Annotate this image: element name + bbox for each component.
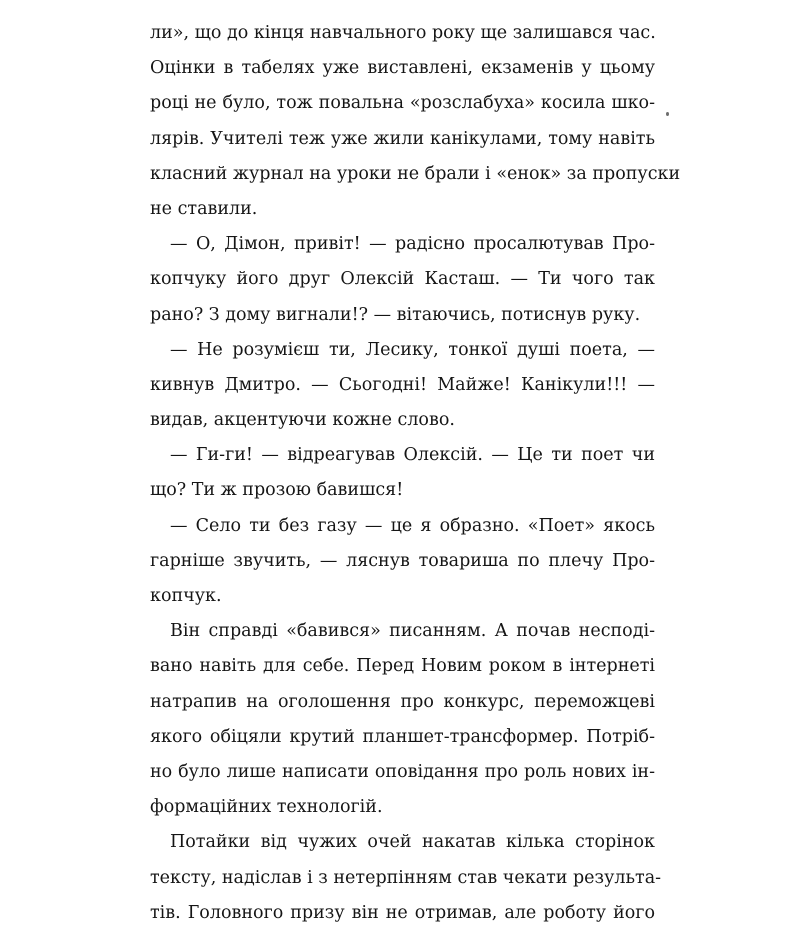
text-line: гарніше звучить, — ляснув товариша по плечу Про-	[150, 550, 655, 571]
text-line: році не було, тож повальна «розслабуха» косила шко-	[150, 93, 655, 114]
text-line: копчук.	[150, 586, 222, 606]
text-line: копчуку його друг Олексій Касташ. — Ти чого так	[150, 269, 655, 290]
text-line: Оцінки в табелях уже виставлені, екзаменів у цьому	[150, 58, 655, 79]
page-text	[150, 16, 681, 931]
text-line: Потайки від чужих очей накатав кілька сторінок	[170, 832, 655, 853]
text-line: тексту, надіслав і з нетерпінням став чекати результа-	[150, 867, 662, 888]
text-line: якого обіцяли крутий планшет-трансформер. Потріб-	[150, 726, 655, 747]
text-line: — Село ти без газу — це я образно. «Поет» якось	[170, 515, 655, 536]
text-line: кивнув Дмитро. — Сьогодні! Майже! Канікули!!! —	[150, 374, 655, 395]
text-line: лярів. Учителі теж уже жили канікулами, тому навіть	[150, 128, 655, 149]
text-line: — Не розумієш ти, Лесику, тонкої душі поета, —	[170, 339, 655, 360]
text-line: класний журнал на уроки не брали і «енок» за пропуски	[150, 163, 681, 184]
text-line: — О, Дімон, привіт! — радісно просалютував Про-	[170, 234, 655, 255]
text-line: ли», що до кінця навчального року ще залишався час.	[150, 23, 656, 43]
text-line: — Ги-ги! — відреагував Олексій. — Це ти поет чи	[170, 445, 655, 466]
print-speck	[666, 112, 669, 116]
text-line: що? Ти ж прозою бавишся!	[150, 480, 404, 501]
text-line: видав, акцентуючи кожне слово.	[150, 410, 455, 431]
text-line: тів. Головного призу він не отримав, але роботу його	[150, 902, 655, 923]
text-line: Він справді «бавився» писанням. А почав несподі-	[170, 621, 655, 642]
text-line: не ставили.	[150, 198, 258, 219]
text-line: натрапив на оголошення про конкурс, переможцеві	[150, 691, 655, 712]
text-line: формаційних технологій.	[150, 797, 383, 818]
text-line: рано? З дому вигнали!? — вітаючись, потиснув руку.	[150, 304, 641, 325]
text-line: но було лише написати оповідання про роль нових ін-	[150, 761, 655, 782]
text-line: вано навіть для себе. Перед Новим роком в інтернеті	[150, 656, 655, 677]
book-page	[150, 0, 681, 923]
